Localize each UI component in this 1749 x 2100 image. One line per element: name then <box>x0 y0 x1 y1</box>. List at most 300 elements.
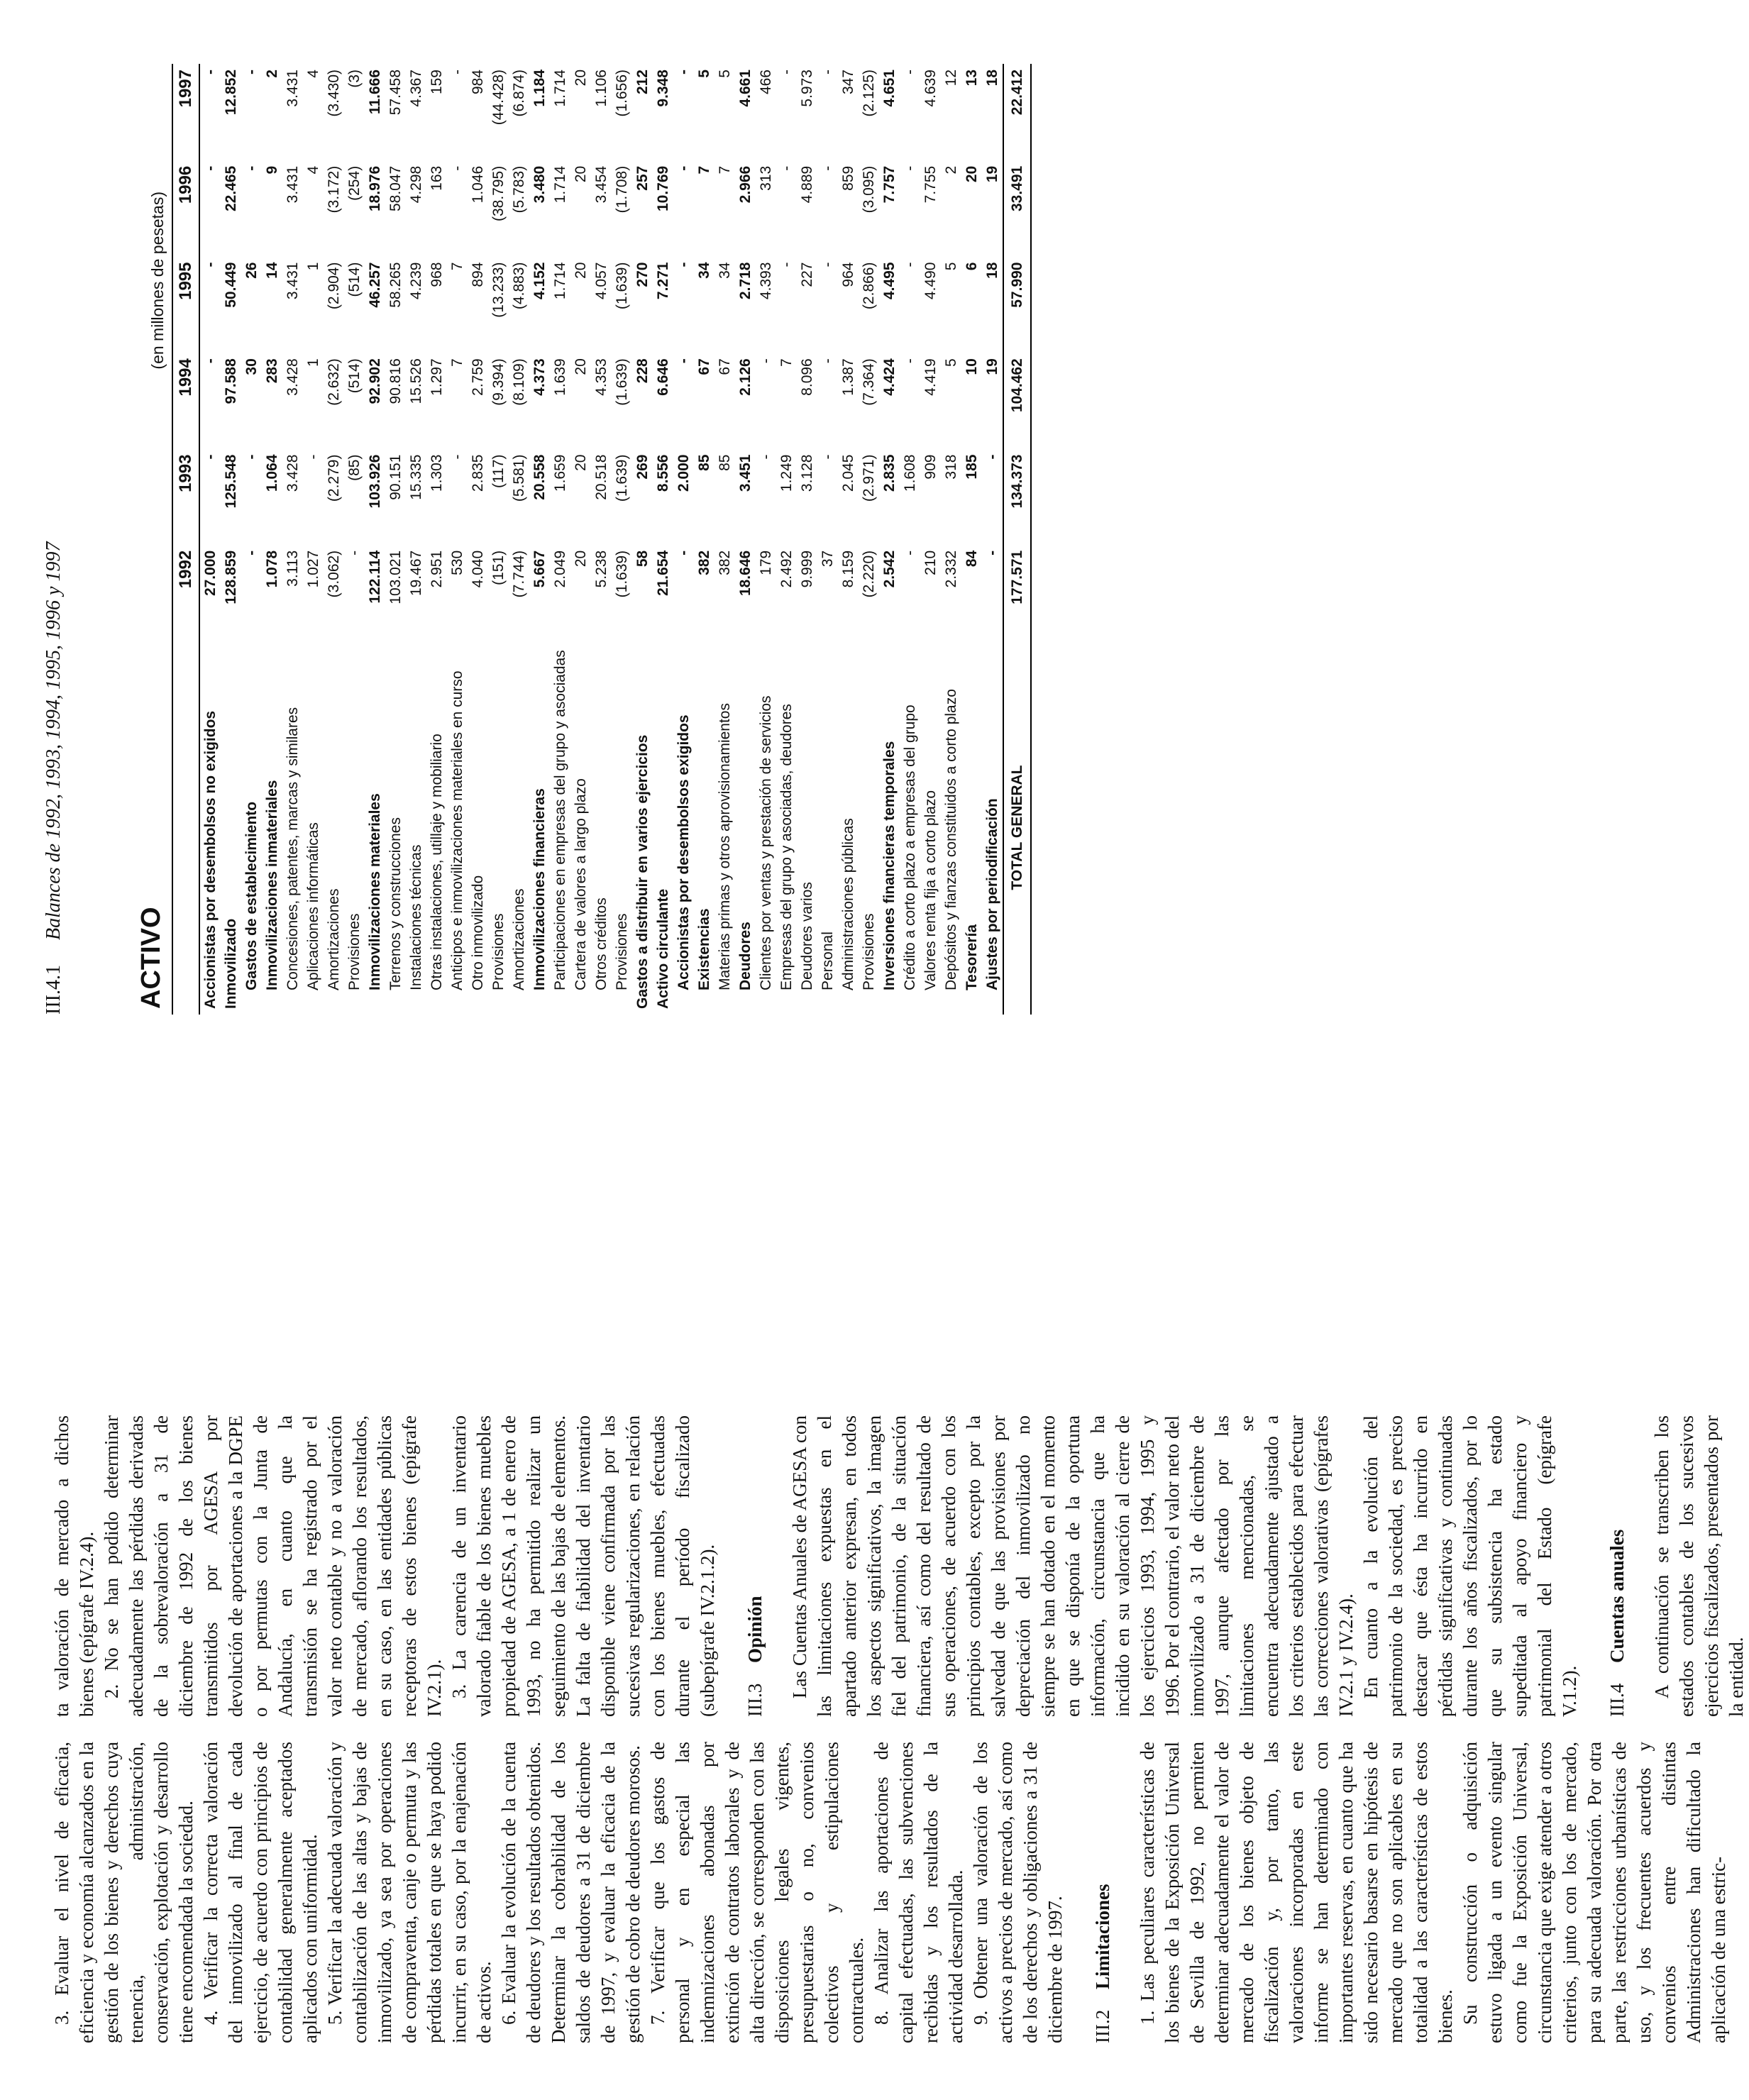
cell-value: (1.639) <box>614 262 630 310</box>
cell-value: (514) <box>346 262 363 297</box>
cell-value: 7 <box>449 358 465 367</box>
cell-value: - <box>675 262 692 267</box>
cell-value: 125.548 <box>223 454 239 509</box>
table-row <box>859 64 879 1015</box>
section-heading-opinion <box>743 1415 768 1717</box>
cell-value: 1.714 <box>552 165 568 204</box>
cell-value: 968 <box>429 262 445 287</box>
cell-value: 20.518 <box>593 454 609 500</box>
cell-value: 11.666 <box>367 70 383 115</box>
cell-value: 4.661 <box>737 70 754 107</box>
table-row <box>920 64 941 1015</box>
cell-value: 3.113 <box>285 550 301 587</box>
cell-value: - <box>243 165 260 171</box>
cell-value: 2.542 <box>881 550 898 588</box>
cell-value: (254) <box>346 165 363 201</box>
cell-value: - <box>675 358 692 364</box>
section-number: III.2 <box>1092 2009 1113 2043</box>
cell-value: 2.759 <box>470 358 486 396</box>
row-label: Existencias <box>696 908 712 990</box>
cell-value: - <box>449 70 465 74</box>
paragraph: 9. Obtener una valoración de los activos a precios de mercado, así como de los derechos y obligaciones a 31 de diciembre de 1997. <box>970 1742 1066 2043</box>
table-row <box>797 64 817 1015</box>
cell-value: 1.184 <box>531 70 548 107</box>
cell-value: 179 <box>758 550 774 575</box>
paragraph: 4. Verificar la correcta valoración del inmovilizado al final de cada ejercicio, de acuerdo con principios de contabilidad generalmente aceptados aplicados con uniformidad. <box>200 1742 321 2043</box>
cell-value: 2.049 <box>552 550 568 588</box>
row-label: Amortizaciones <box>511 888 527 990</box>
row-label: Inmovilizaciones inmateriales <box>264 780 280 990</box>
cell-value: - <box>902 70 918 74</box>
row-label: Aplicaciones informáticas <box>305 822 321 990</box>
cell-value: 10.769 <box>655 165 671 212</box>
cell-value: 85 <box>717 454 733 471</box>
cell-value: 4 <box>305 70 321 78</box>
cell-value: - <box>902 550 918 556</box>
cell-value: 2.045 <box>840 454 856 492</box>
cell-value: 4.353 <box>593 358 609 396</box>
table-row <box>817 64 838 1015</box>
cell-value: (151) <box>490 550 507 585</box>
section-heading-cuentas-anuales <box>1605 1415 1630 1717</box>
paragraph: 5. Verificar la adecuada valoración y contabilización de las altas y bajas de inmovilizado, ya sea por operaciones de compraventa, canje o permuta y las pérdidas totales en que se haya podido incurrir, en su caso, por la enajenación de activos. <box>324 1742 495 2043</box>
table-row <box>653 64 673 1015</box>
cell-value: 1.297 <box>429 358 445 396</box>
table-row <box>221 64 241 1015</box>
cell-value: (38.795) <box>490 165 507 221</box>
cell-value: (2.971) <box>861 454 877 502</box>
row-label: Terrenos y construcciones <box>387 817 404 990</box>
row-label: Crédito a corto plazo a empresas del grupo <box>902 704 918 990</box>
cell-value: (2.220) <box>861 550 877 598</box>
cell-value: 3.128 <box>799 454 815 492</box>
cell-value: - <box>820 70 836 74</box>
table-row <box>612 64 632 1015</box>
cell-value: (3.095) <box>861 165 877 214</box>
cell-value: 9 <box>264 165 280 175</box>
cell-value: 18 <box>982 257 1003 353</box>
cell-value: 34 <box>696 262 712 279</box>
table-caption-number: III.4.1 <box>43 965 65 1015</box>
paragraph: Su construcción o adquisición estuvo ligada a un evento singular como fue la Exposición Universal, circunstancia que exige atender a otros criterios, junto con los de mercado, para su adecuada valoración. Por otra parte, las restricciones urbanísticas de uso, y los frecuentes acuerdos y convenios entre distintas Administraciones han dificultado la aplicación de una estric- <box>1460 1742 1729 2043</box>
table-row <box>838 64 859 1015</box>
cell-value: 210 <box>922 550 939 575</box>
table-row <box>509 64 529 1015</box>
cell-value: 4.040 <box>470 550 486 588</box>
row-label: Deudores varios <box>799 882 815 990</box>
cell-value: 7 <box>778 358 795 367</box>
cell-value: (1.656) <box>614 70 630 117</box>
cell-value: 270 <box>634 262 651 287</box>
cell-value: 58 <box>634 550 651 568</box>
cell-value: - <box>449 454 465 460</box>
cell-value: 4.393 <box>758 262 774 300</box>
cell-value: 85 <box>696 454 712 471</box>
cell-value: - <box>202 165 219 171</box>
cell-value: 2.718 <box>737 262 754 300</box>
table-row <box>241 64 262 1015</box>
table-row <box>199 64 221 1015</box>
total-value: 22.412 <box>1003 64 1031 160</box>
cell-value: 9.348 <box>655 70 671 107</box>
cell-value: 6.646 <box>655 358 671 396</box>
cell-value: (1.639) <box>614 454 630 502</box>
row-label: Cartera de valores a largo plazo <box>573 778 589 990</box>
cell-value: 92.902 <box>367 358 383 404</box>
cell-value: 8.096 <box>799 358 815 396</box>
cell-value: 3.431 <box>285 262 301 300</box>
cell-value: - <box>675 550 692 556</box>
row-label: Deudores <box>737 922 754 990</box>
cell-value: - <box>243 70 260 74</box>
cell-value: 4.239 <box>408 262 424 300</box>
table-row <box>406 64 426 1015</box>
cell-value: 859 <box>840 165 856 191</box>
table-row <box>591 64 612 1015</box>
table-row <box>447 64 468 1015</box>
row-label: Concesiones, patentes, marcas y similares <box>285 707 301 990</box>
row-label: Provisiones <box>346 913 363 990</box>
row-label: Instalaciones técnicas <box>408 844 424 990</box>
cell-value: 20 <box>573 70 589 87</box>
cell-value: 9.999 <box>799 550 815 588</box>
row-label: Empresas del grupo y asociadas, deudores <box>778 704 795 990</box>
total-row <box>1003 64 1031 1015</box>
table-row <box>570 64 591 1015</box>
row-label: Clientes por ventas y prestación de servicios <box>758 695 774 990</box>
table-row <box>262 64 282 1015</box>
cell-value: 26 <box>243 262 260 279</box>
cell-value: 269 <box>634 454 651 480</box>
cell-value: 257 <box>634 165 651 191</box>
paragraph: Las Cuentas Anuales de AGESA con las limitaciones expuestas en el apartado anterior expresan, en todos los aspectos significativos, la imagen fiel del patrimonio, de la situación financiera, así como del resultado de sus operaciones, de acuerdo con los principios contables, excepto por la salvedad de que las provisiones por depreciación del inmovilizado no siempre se han dotado en el momento en que se disponía de la oportuna información, circunstancia que ha incidido en su valoración al cierre de los ejercicios 1993, 1994, 1995 y 1996. Por el contrario, el valor neto del inmovilizado a 31 de diciembre de 1997, aunque afectado por las limitaciones mencionadas, se encuentra adecuadamente ajustado a los criterios establecidos para efectuar las correcciones valorativas (epígrafes IV.2.1 y IV.2.4). <box>789 1415 1357 1717</box>
cell-value: 1.078 <box>264 550 280 588</box>
row-label: Depósitos y fianzas constituidos a corto plazo <box>943 689 959 990</box>
cell-value: - <box>902 165 918 171</box>
cell-value: 7.755 <box>922 165 939 204</box>
row-label: Inmovilizaciones financieras <box>531 788 548 990</box>
row-label: Provisiones <box>861 913 877 990</box>
paragraph: 7. Verificar que los gastos de personal y en especial las indemnizaciones abonadas por extinción de contratos laborales y de alta dirección, se corresponden con las disposiciones legales vigentes, presupuestarias o no, convenios colectivos y estipulaciones contractuales. <box>647 1742 867 2043</box>
cell-value: 382 <box>696 550 712 575</box>
cell-value: 15.526 <box>408 358 424 404</box>
cell-value: - <box>820 262 836 267</box>
row-label: Activo circulante <box>655 888 671 1009</box>
cell-value: (6.874) <box>511 70 527 117</box>
cell-value: - <box>778 70 795 74</box>
cell-value: 1.659 <box>552 454 568 492</box>
balance-table <box>172 64 1032 1015</box>
cell-value: 5 <box>943 262 959 271</box>
cell-value: 30 <box>243 358 260 375</box>
cell-value: - <box>758 454 774 460</box>
year-header: 1994 <box>172 353 199 448</box>
cell-value: (7.744) <box>511 550 527 598</box>
cell-value: 4.373 <box>531 358 548 396</box>
table-row <box>365 64 385 1015</box>
cell-value: 1.714 <box>552 262 568 300</box>
cell-value: (2.279) <box>326 454 342 502</box>
row-label: Administraciones públicas <box>840 818 856 990</box>
table-row <box>735 64 756 1015</box>
cell-value: (3.172) <box>326 165 342 214</box>
paragraph: 1. Las peculiares características de los bienes de la Exposición Universal de Sevilla de 1992, no permiten determinar adecuadamente el valor de mercado de los bienes objeto de fiscalización y, por tanto, las valoraciones incorporadas en este informe se han determinado con importantes reservas, en cuanto que ha sido necesario basarse en hipótesis de mercado que no son aplicables en su totalidad a las características de estos bienes. <box>1137 1742 1456 2043</box>
cell-value: 227 <box>799 262 815 287</box>
paragraph: 2. No se han podido determinar adecuadamente las pérdidas derivadas de la sobrevaloración a 31 de diciembre de 1992 de los bienes transmitidos por AGESA por devolución de aportaciones a la DGPE o por permutas con la Junta de Andalucía, en cuanto que la transmisión se ha registrado por el valor neto contable y no a valoración de mercado, aflorando los resultados, en su caso, en las entidades públicas receptoras de estos bienes (epígrafe IV.2.1). <box>101 1415 445 1717</box>
cell-value: 20 <box>573 165 589 183</box>
section-heading-limitaciones <box>1091 1742 1115 2043</box>
cell-value: 212 <box>634 70 651 95</box>
cell-value: 4.298 <box>408 165 424 204</box>
table-header-row <box>172 64 199 1015</box>
year-header: 1995 <box>172 257 199 353</box>
cell-value: 3.431 <box>285 70 301 107</box>
cell-value: 1 <box>305 262 321 271</box>
cell-value: - <box>820 358 836 364</box>
cell-value: 128.859 <box>223 550 239 604</box>
cell-value: 4.889 <box>799 165 815 204</box>
cell-value: (1.708) <box>614 165 630 214</box>
section-title: Cuentas anuales <box>1606 1529 1628 1664</box>
cell-value: - <box>305 454 321 460</box>
cell-value: 6 <box>964 262 980 271</box>
paragraph: En cuanto a la evolución del patrimonio de la sociedad, es preciso destacar que ésta ha incurrido en pérdidas significativas y continuadas durante los años fiscalizados, por lo que su subsistencia ha estado supeditada al apoyo financiero y patrimonial del Estado (epígrafe V.1.2). <box>1360 1415 1580 1717</box>
cell-value: 283 <box>264 358 280 384</box>
table-row <box>715 64 735 1015</box>
cell-value: 4.424 <box>881 358 898 396</box>
cell-value: 2.951 <box>429 550 445 588</box>
cell-value: 3.428 <box>285 358 301 396</box>
cell-value: 20 <box>573 358 589 375</box>
cell-value: 84 <box>964 550 980 568</box>
table-row <box>982 64 1003 1015</box>
cell-value: 382 <box>717 550 733 575</box>
cell-value: 20.558 <box>531 454 548 500</box>
header-empty <box>172 641 199 1015</box>
total-value: 134.373 <box>1003 449 1031 545</box>
table-row <box>756 64 776 1015</box>
cell-value: 4.639 <box>922 70 939 107</box>
section-number: III.4 <box>1606 1683 1628 1717</box>
cell-value: 2 <box>943 165 959 175</box>
section-number: III.3 <box>744 1683 766 1717</box>
table-row <box>550 64 570 1015</box>
cell-value: 37 <box>820 550 836 568</box>
cell-value: - <box>902 262 918 267</box>
year-header: 1996 <box>172 160 199 257</box>
cell-value: - <box>982 545 1003 641</box>
cell-value: (1.639) <box>614 358 630 406</box>
cell-value: 20 <box>573 262 589 279</box>
cell-value: 466 <box>758 70 774 95</box>
row-label: Otras instalaciones, utillaje y mobiliario <box>429 734 445 990</box>
cell-value: (3) <box>346 70 363 88</box>
cell-value: 7.271 <box>655 262 671 300</box>
cell-value: 12 <box>943 70 959 87</box>
row-label: Tesorería <box>964 924 980 990</box>
cell-value: 3.454 <box>593 165 609 204</box>
cell-value: (514) <box>346 358 363 394</box>
table-row <box>900 64 920 1015</box>
cell-value: 984 <box>470 70 486 95</box>
cell-value: - <box>675 165 692 171</box>
cell-value: 4.057 <box>593 262 609 300</box>
table-row <box>694 64 715 1015</box>
cell-value: - <box>902 358 918 364</box>
row-label: Otro inmovilizado <box>470 875 486 990</box>
row-label: Inversiones financieras temporales <box>881 741 898 990</box>
cell-value: - <box>449 165 465 171</box>
cell-value: 19 <box>982 353 1003 448</box>
cell-value: 1.106 <box>593 70 609 107</box>
cell-value: 27.000 <box>202 550 219 597</box>
cell-value: 4 <box>305 165 321 175</box>
row-label: Amortizaciones <box>326 888 342 990</box>
units-note: (en millones de pesetas) <box>148 192 167 370</box>
table-row <box>961 64 982 1015</box>
table-row <box>426 64 447 1015</box>
cell-value: - <box>202 70 219 74</box>
row-label: Provisiones <box>490 913 507 990</box>
cell-value: 7 <box>449 262 465 271</box>
cell-value: 347 <box>840 70 856 95</box>
cell-value: 1.608 <box>902 454 918 492</box>
cell-value: 20 <box>964 165 980 183</box>
cell-value: (3.430) <box>326 70 342 117</box>
cell-value: - <box>758 358 774 364</box>
cell-value: - <box>243 550 260 556</box>
table-row <box>385 64 406 1015</box>
cell-value: 3.431 <box>285 165 301 204</box>
paragraph: 8. Analizar las aportaciones de capital efectuadas, las subvenciones recibidas y los resultados de la actividad desarrollada. <box>871 1742 966 2043</box>
cell-value: 1.249 <box>778 454 795 492</box>
cell-value: 19 <box>982 160 1003 257</box>
cell-value: - <box>778 165 795 171</box>
cell-value: (4.883) <box>511 262 527 310</box>
cell-value: 14 <box>264 262 280 279</box>
cell-value: 1.027 <box>305 550 321 588</box>
cell-value: 8.159 <box>840 550 856 588</box>
cell-value: 2.835 <box>881 454 898 492</box>
cell-value: 5.973 <box>799 70 815 107</box>
cell-value: 15.335 <box>408 454 424 500</box>
row-label: Ajustes por periodificación <box>982 641 1003 1015</box>
cell-value: 18.976 <box>367 165 383 212</box>
cell-value: 19.467 <box>408 550 424 597</box>
total-value: 57.990 <box>1003 257 1031 353</box>
table-row <box>673 64 694 1015</box>
table-body <box>199 64 1031 1015</box>
cell-value: 5.667 <box>531 550 548 588</box>
cell-value: 5 <box>696 70 712 78</box>
cell-value: 3.451 <box>737 454 754 492</box>
total-label: TOTAL GENERAL <box>1003 641 1031 1015</box>
cell-value: (5.581) <box>511 454 527 502</box>
cell-value: 1.303 <box>429 454 445 492</box>
cell-value: 2 <box>264 70 280 78</box>
cell-value: (85) <box>346 454 363 481</box>
cell-value: 159 <box>429 70 445 95</box>
row-label: Materias primas y otros aprovisionamientos <box>717 703 733 990</box>
row-label: Accionistas por desembolsos exigidos <box>675 714 692 990</box>
cell-value: 5 <box>717 70 733 78</box>
cell-value: 7 <box>696 165 712 175</box>
cell-value: 4.367 <box>408 70 424 107</box>
cell-value: (9.394) <box>490 358 507 406</box>
cell-value: - <box>202 358 219 364</box>
table-row <box>879 64 900 1015</box>
year-header: 1992 <box>172 545 199 641</box>
cell-value: 318 <box>943 454 959 480</box>
table-row <box>303 64 324 1015</box>
text-column-1 <box>50 1742 1731 2043</box>
cell-value: (3.062) <box>326 550 342 598</box>
cell-value: 4.152 <box>531 262 548 300</box>
cell-value: 21.654 <box>655 550 671 597</box>
row-label: Anticipos e inmovilizaciones materiales en curso <box>449 670 465 990</box>
table-row <box>344 64 365 1015</box>
cell-value: (5.783) <box>511 165 527 214</box>
cell-value: - <box>982 449 1003 545</box>
cell-value: 90.816 <box>387 358 404 404</box>
cell-value: 5 <box>943 358 959 367</box>
cell-value: 103.021 <box>387 550 404 604</box>
paragraph: A continuación se transcriben los estados contables de los sucesivos ejercicios fiscalizados, presentados por la entidad. <box>1651 1415 1747 1717</box>
cell-value: (2.125) <box>861 70 877 117</box>
table-row <box>282 64 303 1015</box>
cell-value: (8.109) <box>511 358 527 406</box>
cell-value: 2.966 <box>737 165 754 204</box>
total-value: 104.462 <box>1003 353 1031 448</box>
cell-value: - <box>202 454 219 460</box>
cell-value: 1 <box>305 358 321 367</box>
row-label: Inmovilizaciones materiales <box>367 793 383 990</box>
cell-value: 12.852 <box>223 70 239 116</box>
table-title: ACTIVO <box>136 907 166 1009</box>
cell-value: 964 <box>840 262 856 287</box>
cell-value: 46.257 <box>367 262 383 308</box>
cell-value: 2.492 <box>778 550 795 588</box>
paragraph: 3. Evaluar el nivel de eficacia, eficiencia y economía alcanzados en la gestión de los bienes y derechos cuya tenencia, administración, conservación, explotación y desarrollo tiene encomendada la sociedad. <box>51 1742 197 2043</box>
cell-value: 2.332 <box>943 550 959 588</box>
cell-value: 57.458 <box>387 70 404 116</box>
cell-value: 4.490 <box>922 262 939 300</box>
cell-value: 58.047 <box>387 165 404 212</box>
row-label: Gastos a distribuir en varios ejercicios <box>634 734 651 1009</box>
balance-sheet-section <box>43 43 1032 1015</box>
year-header: 1997 <box>172 64 199 160</box>
cell-value: 97.588 <box>223 358 239 404</box>
cell-value: 4.495 <box>881 262 898 300</box>
cell-value: 90.151 <box>387 454 404 500</box>
section-title: Limitaciones <box>1092 1884 1113 1990</box>
cell-value: 2.000 <box>675 454 692 492</box>
cell-value: 122.114 <box>367 550 383 604</box>
cell-value: 20 <box>573 454 589 471</box>
table-row <box>632 64 653 1015</box>
cell-value: - <box>202 262 219 267</box>
row-label: Otros créditos <box>593 897 609 990</box>
table-row <box>488 64 509 1015</box>
cell-value: 34 <box>717 262 733 279</box>
cell-value: 185 <box>964 454 980 480</box>
row-label: Provisiones <box>614 913 630 990</box>
cell-value: 58.265 <box>387 262 404 308</box>
cell-value: 67 <box>717 358 733 375</box>
cell-value: 3.428 <box>285 454 301 492</box>
cell-value: 8.556 <box>655 454 671 492</box>
table-caption <box>43 43 65 1015</box>
